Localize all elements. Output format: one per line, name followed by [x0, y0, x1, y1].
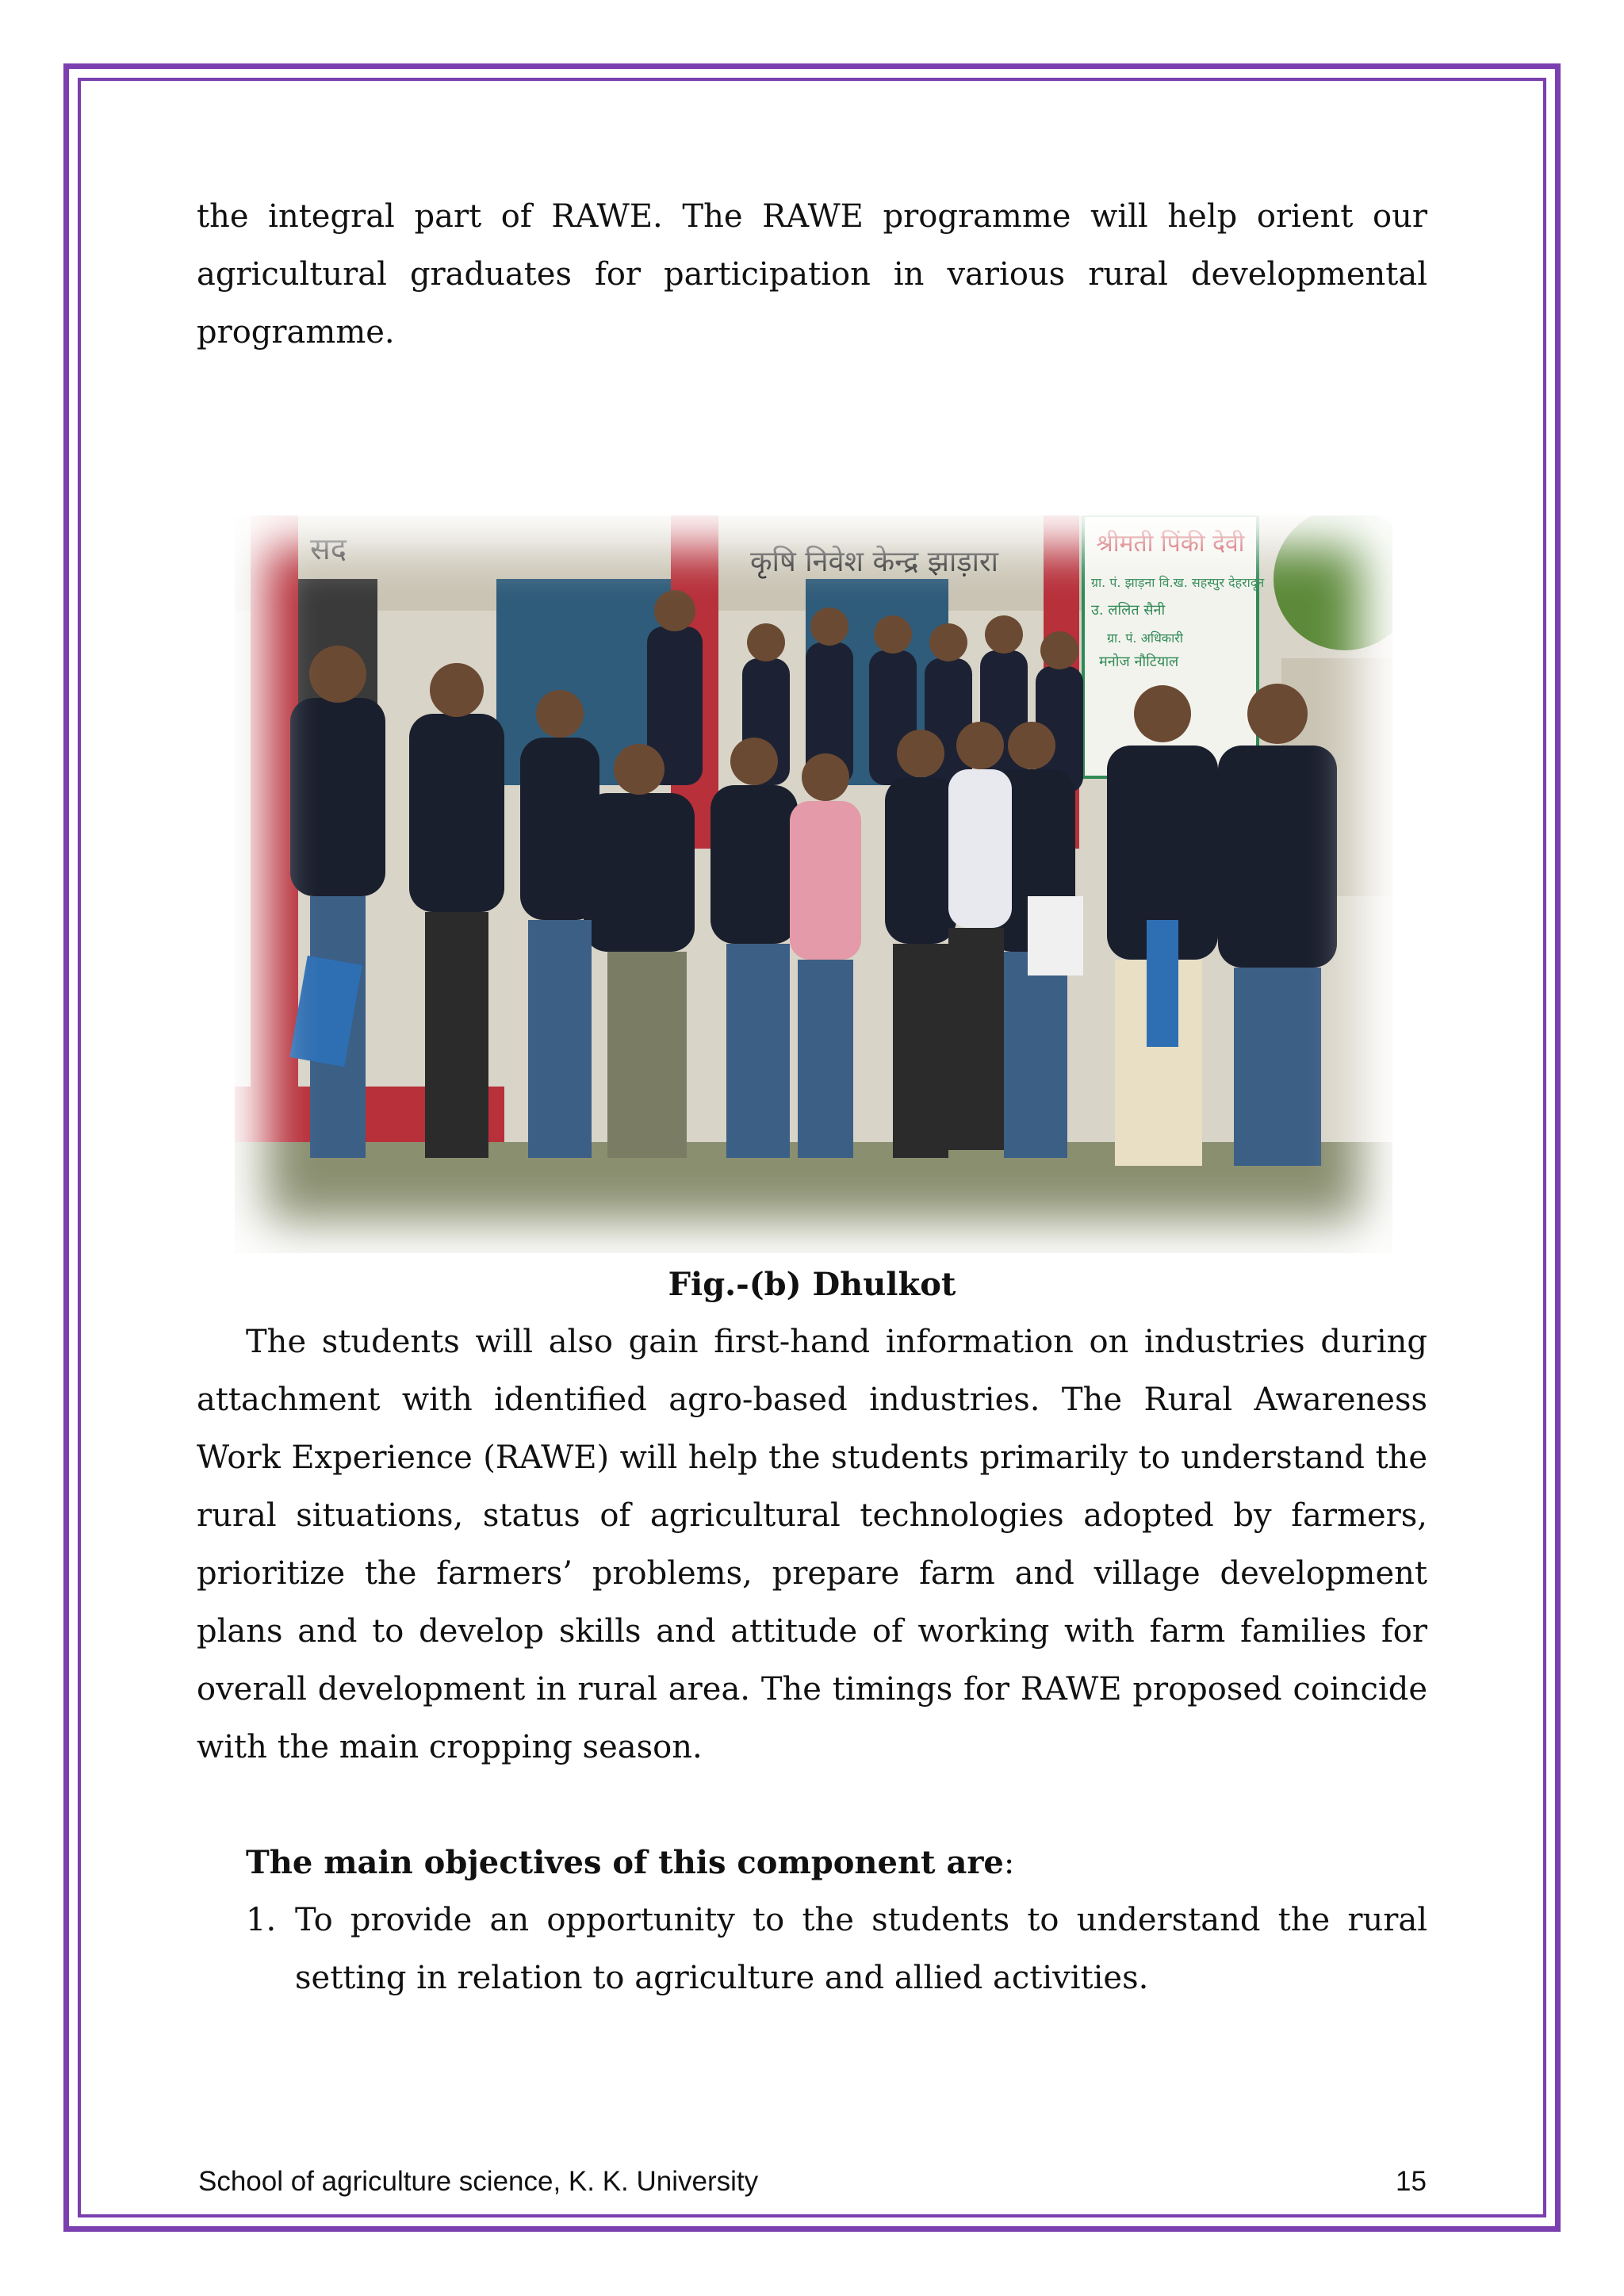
building-left-text: सद	[310, 531, 347, 566]
sign-title: श्रीमती पिंकी देवी	[1096, 530, 1245, 558]
building-sign-text: कृषि निवेश केन्द्र झाड़ारा	[750, 546, 998, 578]
list-item-text: To provide an opportunity to the students to understand the rural setting in relation to agriculture and allied activities.	[295, 1902, 1427, 1996]
sign-line-2: उ. ललित सैनी	[1091, 602, 1166, 619]
footer-institution: School of agriculture science, K. K. University	[198, 2166, 759, 2197]
objectives-list	[246, 1892, 1427, 2007]
sign-line-3: ग्रा. पं. अधिकारी	[1107, 631, 1183, 646]
footer-page-number: 15	[1396, 2166, 1427, 2197]
paragraph-rawe-description: The students will also gain first-hand information on industries during attachment with identified agro-based industries. The Rural Awareness Work Experience (RAWE) will help the students primarily to understand the rural situations, status of agricultural technologies adopted by farmers, prioritize the farmers’ problems, prepare farm and village development plans and to develop skills and attitude of working with farm families for overall development in rural area. The timings for RAWE proposed coincide with the main cropping season.	[197, 1324, 1427, 1765]
objectives-heading	[246, 1834, 1014, 1892]
objectives-heading-text: The main objectives of this component are	[246, 1844, 1004, 1881]
list-item	[246, 1892, 1427, 2007]
list-item-number: 1.	[246, 1902, 277, 1938]
figure-caption: Fig.-(b) Dhulkot	[668, 1266, 956, 1303]
objectives-heading-colon: :	[1003, 1845, 1015, 1881]
sign-line-1: ग्रा. पं. झाड़ना वि.ख. सहस्पुर देहरादून	[1091, 575, 1265, 590]
sign-line-4: मनोज नौटियाल	[1099, 654, 1179, 670]
paragraph-intro: the integral part of RAWE. The RAWE programme will help orient our agricultural graduates for participation in various rural developmental programme.	[197, 198, 1427, 351]
group-photo	[235, 516, 1392, 1253]
